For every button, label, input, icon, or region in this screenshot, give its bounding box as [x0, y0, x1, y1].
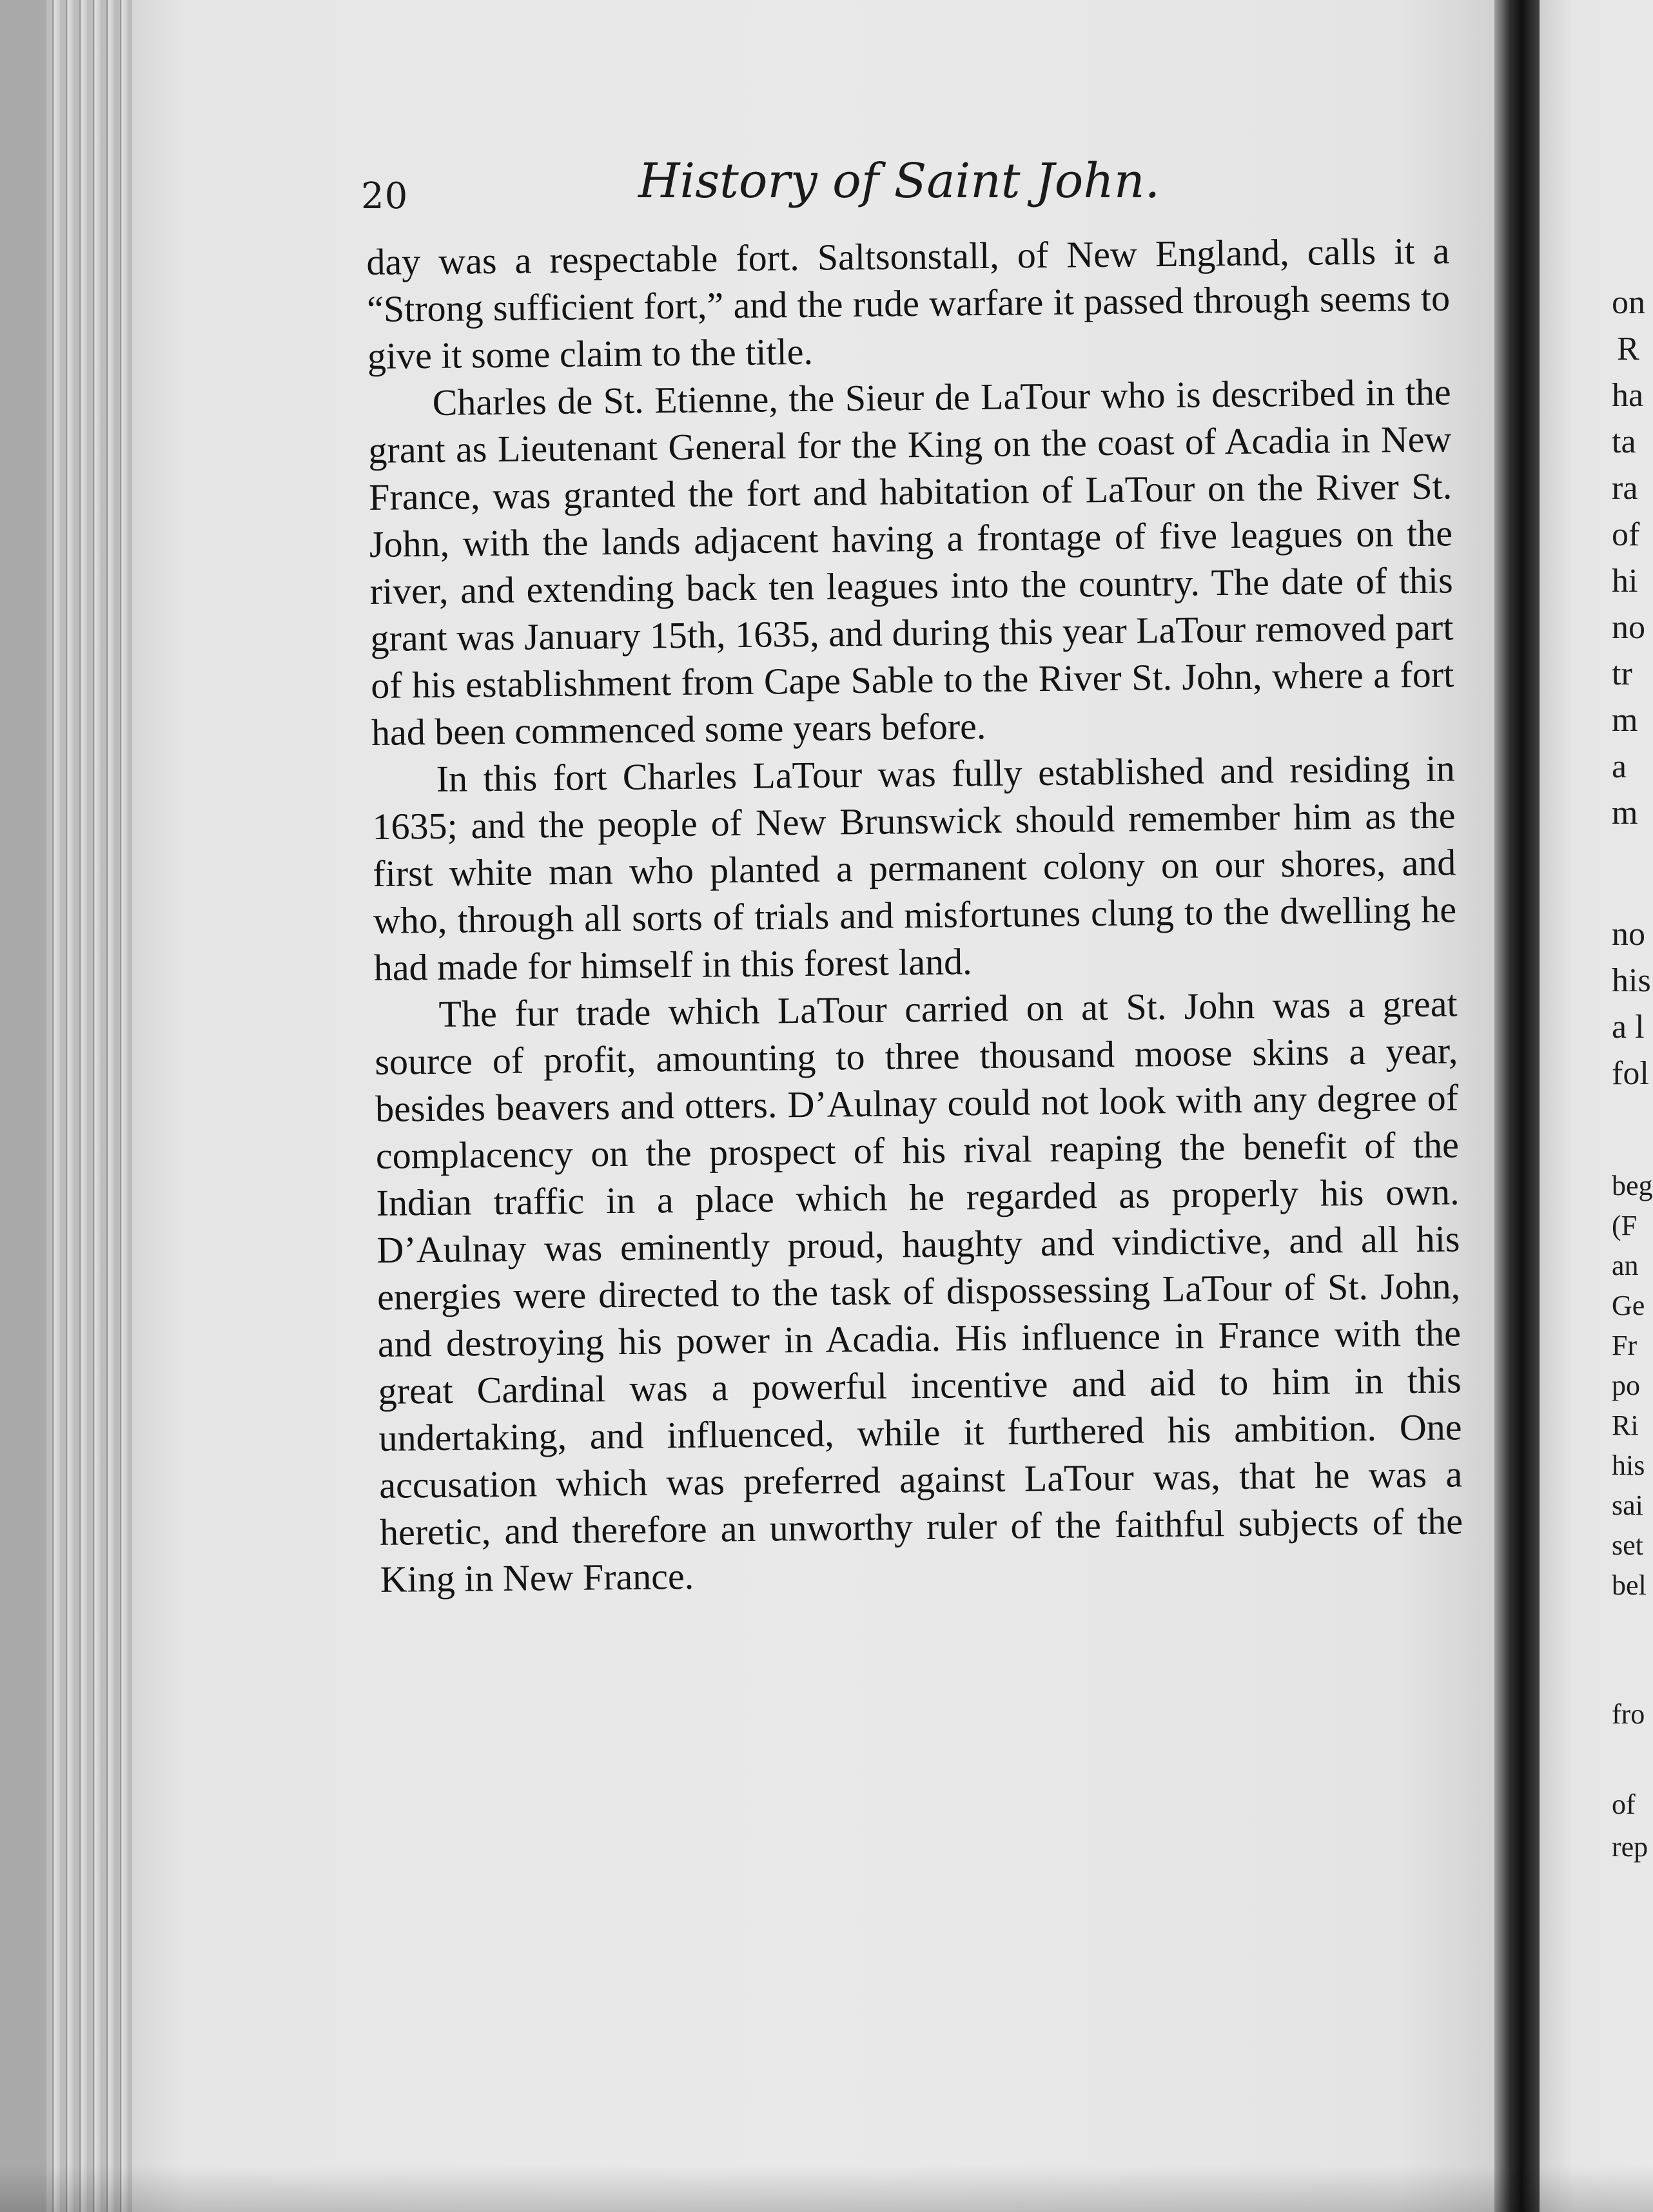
facing-line-fragment: Ri: [1612, 1410, 1639, 1441]
facing-line-fragment: a: [1612, 748, 1627, 785]
facing-line-fragment: sai: [1612, 1489, 1643, 1521]
book-gutter: [1494, 0, 1540, 2212]
facing-line-fragment: rep: [1612, 1831, 1648, 1863]
facing-line-fragment: po: [1612, 1370, 1640, 1401]
facing-line-fragment: ha: [1612, 377, 1644, 414]
facing-line-fragment: of: [1612, 516, 1640, 553]
facing-line-fragment: beg: [1612, 1170, 1653, 1201]
facing-line-fragment: an: [1612, 1250, 1639, 1281]
facing-line-fragment: Ge: [1612, 1290, 1645, 1321]
facing-line-fragment: on: [1612, 284, 1645, 321]
facing-line-fragment: m: [1612, 795, 1638, 831]
bottom-shadow: [0, 2166, 1653, 2212]
paragraph-2: Charles de St. Etienne, the Sieur de LaTour who is described in the grant as Lieutenant General for the King on the coast of Acadia in New France, was granted the fort and habitation of LaTour on the River St. John, with the lands adjacent having a frontage of five leagues on the river, and extending back ten leagues into the country. The date of this grant was January 15th, 1635, and during this year LaTour removed part of his establishment from Cape Sable to the River St. John, where a fort had been commenced some years before.: [368, 371, 1454, 753]
facing-line-fragment: his: [1612, 1450, 1645, 1481]
facing-line-fragment: bel: [1612, 1569, 1647, 1601]
facing-line-fragment: R: [1617, 331, 1639, 367]
page-header: [361, 153, 1457, 224]
facing-line-fragment: no: [1612, 609, 1645, 646]
paragraph-1: day was a respectable fort. Saltsonstall, of New England, calls it a “Strong sufficient fort,” and the rude warfare it passed through seems to give it some claim to the title.: [366, 229, 1451, 377]
facing-line-fragment: Fr: [1612, 1330, 1638, 1361]
facing-line-fragment: his: [1612, 962, 1651, 999]
facing-line-fragment: (F: [1612, 1210, 1638, 1241]
facing-line-fragment: tr: [1612, 655, 1632, 692]
facing-line-fragment: a l: [1612, 1009, 1645, 1045]
facing-line-fragment: m: [1612, 702, 1638, 739]
page-number: 20: [361, 175, 409, 217]
paragraph-3: In this fort Charles LaTour was fully established and residing in 1635; and the people of New Brunswick should remember him as the first white man who planted a permanent colony on our shores, and who, through all sorts of trials and misfortunes clung to the dwelling he had made for himself in this forest land.: [372, 747, 1457, 989]
facing-line-fragment: set: [1612, 1529, 1643, 1561]
facing-line-fragment: of: [1612, 1789, 1636, 1820]
facing-line-fragment: ra: [1612, 470, 1638, 507]
facing-line-fragment: no: [1612, 916, 1645, 953]
facing-line-fragment: hi: [1612, 563, 1638, 599]
facing-line-fragment: ta: [1612, 423, 1636, 460]
running-title: History of Saint John.: [638, 153, 1160, 209]
paragraph-4: The fur trade which LaTour carried on at St. John was a great source of profit, amounting to three thousand moose skins a year, besides beavers and otters. D’Aulnay could not look with any degree of complacency on the prospect of his rival reaping the benefit of the Indian traffic in a place which he regarded as properly his own. D’Aulnay was eminently proud, haughty and vindictive, and all his energies were directed to the task of dispossessing LaTour of St. John, and destroying his power in Acadia. His influence in France with the great Cardinal was a powerful incentive and aid to him in this undertaking, and influenced, while it furthered his ambition. One accusation which was preferred against LaTour was, that he was a heretic, and therefore an unworthy ruler of the faithful subjects of the King in New France.: [375, 982, 1463, 1600]
facing-line-fragment: fol: [1612, 1055, 1649, 1092]
body-text: [366, 227, 1467, 1926]
facing-line-fragment: fro: [1612, 1698, 1645, 1730]
